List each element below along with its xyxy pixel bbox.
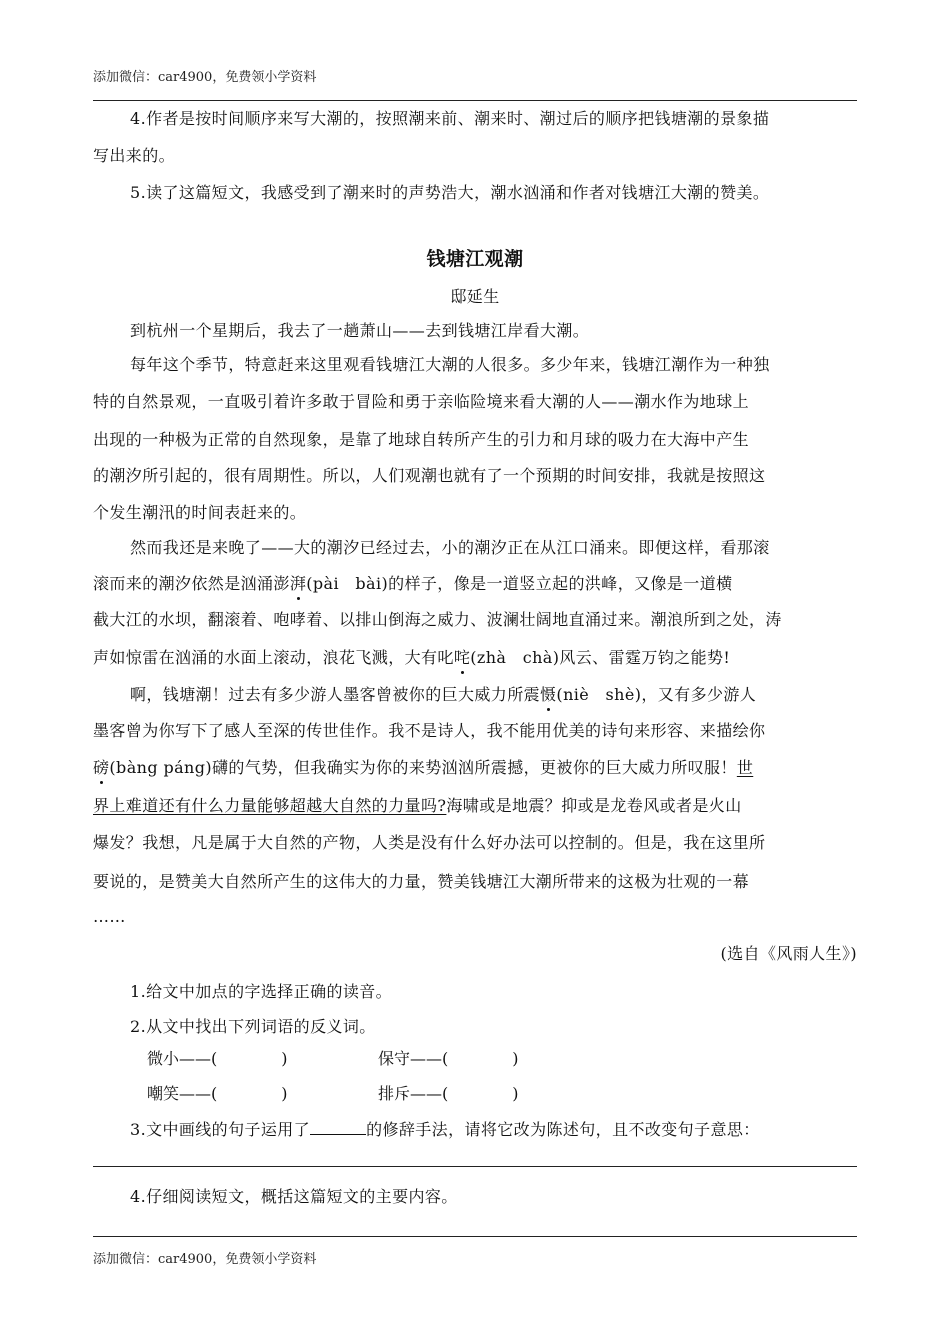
paragraph-3-line-2 xyxy=(93,571,857,594)
q3-text-b: 的修辞手法，请将它改为陈述句，且不改变句子意思： xyxy=(366,1120,760,1139)
page-header: 添加微信：car4900，免费领小学资料 xyxy=(93,70,317,85)
p3-text-c: 声如惊雷在汹涌的水面上滚动，浪花飞溅，大有叱 xyxy=(93,648,454,667)
header-rule xyxy=(93,100,857,101)
question-2: 2.从文中找出下列词语的反义词。 xyxy=(130,1017,376,1036)
antonym-item[interactable]: 微小——( ) xyxy=(147,1049,288,1068)
answer-5: 5.读了这篇短文，我感受到了潮来时的声势浩大，潮水汹涌和作者对钱塘江大潮的赞美。 xyxy=(130,183,770,202)
question-3 xyxy=(130,1117,857,1140)
underlined-sentence: 界上难道还有什么力量能够超越大自然的力量吗? xyxy=(93,796,447,815)
antonym-item[interactable]: 嘲笑——( ) xyxy=(147,1084,288,1103)
article-author: 邸延生 xyxy=(450,287,500,306)
paragraph-4-line-1 xyxy=(130,682,857,705)
answer-4-line-1: 4.作者是按时间顺序来写大潮的，按照潮来前、潮来时、潮过后的顺序把钱塘潮的景象描 xyxy=(130,109,770,128)
dotted-char-zha: 咤 xyxy=(453,648,471,667)
q3-text-a: 3.文中画线的句子运用了 xyxy=(130,1120,311,1139)
answer-4-line-2: 写出来的。 xyxy=(93,146,176,165)
p4-text-a: 啊，钱塘潮！过去有多少游人墨客曾被你的巨大威力所震 xyxy=(130,685,541,704)
paragraph-4-line-7: …… xyxy=(93,907,126,926)
paragraph-4-line-3 xyxy=(93,755,857,778)
p3-text-b: (pài bài)的样子，像是一道竖立起的洪峰，又像是一道横 xyxy=(306,574,733,593)
answer-line-q3[interactable] xyxy=(93,1166,857,1167)
p3-text-a: 滚而来的潮汐依然是汹涌澎 xyxy=(93,574,290,593)
paragraph-4-line-6: 要说的，是赞美大自然所产生的这伟大的力量，赞美钱塘江大潮所带来的这极为壮观的一幕 xyxy=(93,872,750,891)
article-title: 钱塘江观潮 xyxy=(426,248,524,270)
question-4: 4.仔细阅读短文，概括这篇短文的主要内容。 xyxy=(130,1187,458,1206)
p3-text-d: (zhà chà)风云、雷霆万钧之能势! xyxy=(470,648,731,667)
paragraph-4-line-4 xyxy=(93,793,857,816)
p4-text-c: (bàng páng)礴的气势，但我确实为你的来势汹汹所震撼，更被你的巨大威力所叹服！ xyxy=(109,758,737,777)
antonym-item[interactable]: 保守——( ) xyxy=(378,1049,519,1068)
p4-text-d: 海啸或是地震？抑或是龙卷风或者是火山 xyxy=(446,796,742,815)
paragraph-2-line-3: 出现的一种极为正常的自然现象，是靠了地球自转所产生的引力和月球的吸力在大海中产生 xyxy=(93,430,750,449)
paragraph-4-line-5: 爆发？我想，凡是属于大自然的产物，人类是没有什么好办法可以控制的。但是，我在这里所 xyxy=(93,833,766,852)
paragraph-3-line-4 xyxy=(93,645,857,668)
p4-text-b: (niè shè)，又有多少游人 xyxy=(556,685,757,704)
paragraph-1: 到杭州一个星期后，我去了一趟萧山——去到钱塘江岸看大潮。 xyxy=(130,321,590,340)
paragraph-3-line-3: 截大江的水坝，翻滚着、咆哮着、以排山倒海之威力、波澜壮阔地直涌过来。潮浪所到之处，涛 xyxy=(93,610,782,629)
question-1: 1.给文中加点的字选择正确的读音。 xyxy=(130,982,393,1001)
dotted-char-she: 慑 xyxy=(540,685,557,704)
paragraph-2-line-2: 特的自然景观，一直吸引着许多敢于冒险和勇于亲临险境来看大潮的人——潮水作为地球上 xyxy=(93,392,750,411)
answer-line-q4[interactable] xyxy=(93,1236,857,1237)
fill-blank[interactable] xyxy=(310,1120,366,1135)
dotted-char-pai: 湃 xyxy=(289,574,307,593)
paragraph-2-line-5: 个发生潮汛的时间表赶来的。 xyxy=(93,503,307,522)
page-footer: 添加微信：car4900，免费领小学资料 xyxy=(93,1252,317,1267)
antonym-item[interactable]: 排斥——( ) xyxy=(378,1084,519,1103)
paragraph-4-line-2: 墨客曾为你写下了感人至深的传世佳作。我不是诗人，我不能用优美的诗句来形容、来描绘你 xyxy=(93,721,766,740)
paragraph-3-line-1: 然而我还是来晚了——大的潮汐已经过去，小的潮汐正在从江口涌来。即便这样，看那滚 xyxy=(130,538,770,557)
dotted-char-bang: 磅 xyxy=(93,758,110,777)
article-source: (选自《风雨人生》) xyxy=(720,944,857,963)
underlined-sentence-start: 世 xyxy=(736,758,754,777)
paragraph-2-line-1: 每年这个季节，特意赶来这里观看钱塘江大潮的人很多。多少年来，钱塘江潮作为一种独 xyxy=(130,355,770,374)
paragraph-2-line-4: 的潮汐所引起的，很有周期性。所以，人们观潮也就有了一个预期的时间安排，我就是按照这 xyxy=(93,466,766,485)
